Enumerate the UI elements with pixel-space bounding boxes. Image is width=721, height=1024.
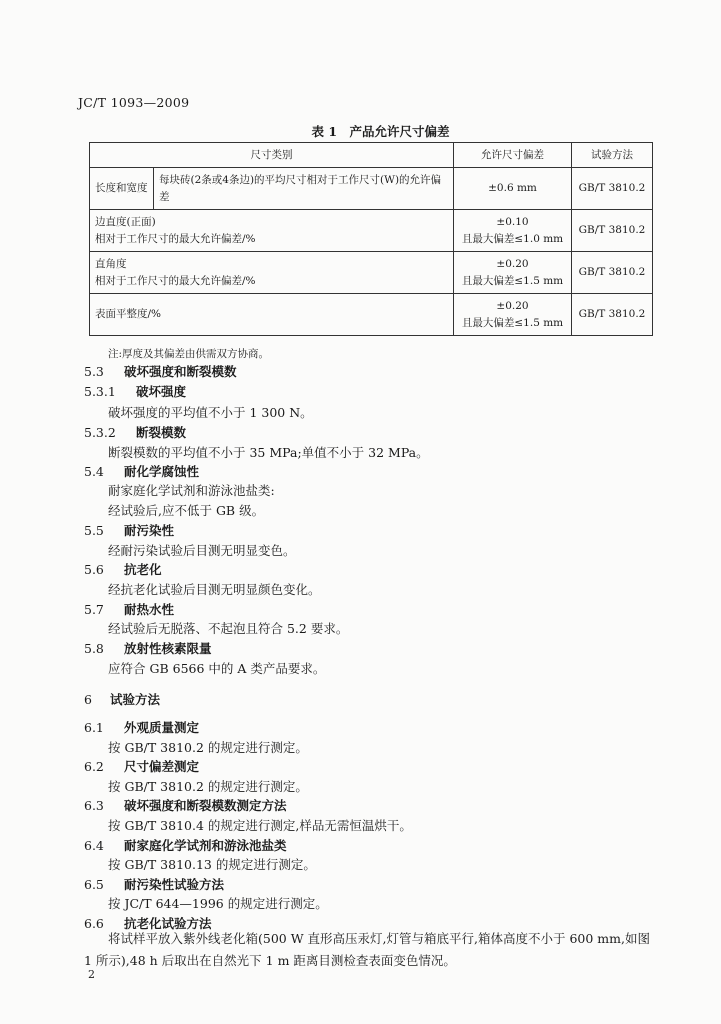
row-tolerance: ±0.6 mm: [454, 168, 572, 210]
section-number: 6.3: [84, 798, 104, 813]
section-5-3-1-text: 破坏强度的平均值不小于 1 300 N。: [108, 405, 313, 420]
section-6-6-text: 将试样平放入紫外线老化箱(500 W 直形高压汞灯,灯管与箱底平行,箱体高度不小于 600 mm,如图 1 所示),48 h 后取出在自然光下 1 m 距离目测检查表面变色情况。: [84, 931, 650, 968]
section-6-3-heading: [84, 796, 287, 814]
table-row: [90, 168, 653, 210]
section-title: 外观质量测定: [124, 720, 200, 735]
table-row: [90, 252, 653, 294]
section-title: 耐化学腐蚀性: [124, 464, 200, 479]
section-5-7-heading: [84, 600, 174, 618]
section-5-7-text: 经试验后无脱落、不起泡且符合 5.2 要求。: [108, 621, 349, 636]
section-5-3-2-text: 断裂模数的平均值不小于 35 MPa;单值不小于 32 MPa。: [108, 445, 429, 460]
row-category: 长度和宽度: [90, 168, 154, 210]
section-6-4-heading: [84, 836, 287, 854]
section-title: 断裂模数: [136, 425, 187, 440]
section-number: 5.3.2: [84, 425, 116, 440]
section-5-5-text: 经耐污染试验后目测无明显变色。: [108, 543, 296, 558]
section-title: 破坏强度: [136, 384, 187, 399]
section-number: 5.6: [84, 562, 104, 577]
section-title: 耐污染性: [124, 523, 175, 538]
section-number: 5.3: [84, 364, 104, 379]
table-row: [90, 294, 653, 336]
section-number: 6.5: [84, 877, 104, 892]
section-5-4-text-2: 经试验后,应不低于 GB 级。: [108, 503, 265, 518]
section-6-3-text: 按 GB/T 3810.4 的规定进行测定,样品无需恒温烘干。: [108, 818, 412, 833]
row-tolerance-limit: 且最大偏差≤1.0 mm: [461, 232, 564, 245]
row-category-cell: [90, 210, 454, 252]
section-title: 试验方法: [110, 692, 161, 707]
section-title: 破坏强度和断裂模数: [124, 364, 237, 379]
row-tolerance-limit: 且最大偏差≤1.5 mm: [461, 274, 564, 287]
section-6-heading: [84, 690, 160, 708]
row-category: 边直度(正面): [95, 215, 156, 228]
section-6-4-text: 按 GB/T 3810.13 的规定进行测定。: [108, 857, 316, 872]
section-title: 抗老化试验方法: [124, 916, 212, 931]
section-5-6-heading: [84, 560, 162, 578]
section-5-3-1-heading: [84, 382, 186, 400]
section-6-2-text: 按 GB/T 3810.2 的规定进行测定。: [108, 779, 308, 794]
section-title: 耐污染性试验方法: [124, 877, 225, 892]
row-tolerance-cell: [454, 252, 572, 294]
section-5-5-heading: [84, 521, 174, 539]
row-description: 每块砖(2条或4条边)的平均尺寸相对于工作尺寸(W)的允许偏差: [154, 168, 454, 210]
row-tolerance: ±0.20: [496, 299, 529, 312]
section-number: 5.4: [84, 464, 104, 479]
row-tolerance-cell: [454, 210, 572, 252]
row-category: 直角度: [95, 257, 127, 270]
header-tolerance: 允许尺寸偏差: [454, 143, 572, 168]
table-row: [90, 210, 653, 252]
section-number: 6.6: [84, 916, 104, 931]
section-5-4-heading: [84, 462, 199, 480]
table-note: 注:厚度及其偏差由供需双方协商。: [108, 348, 270, 360]
table-caption: 表 1 产品允许尺寸偏差: [311, 124, 450, 139]
row-description: 相对于工作尺寸的最大允许偏差/%: [95, 232, 256, 245]
row-method: GB/T 3810.2: [572, 168, 653, 210]
section-title: 抗老化: [124, 562, 162, 577]
row-tolerance-limit: 且最大偏差≤1.5 mm: [461, 316, 564, 329]
row-method: GB/T 3810.2: [572, 252, 653, 294]
section-number: 5.7: [84, 602, 104, 617]
section-6-2-heading: [84, 757, 199, 775]
section-5-3-2-heading: [84, 423, 186, 441]
section-6-5-heading: [84, 875, 224, 893]
section-6-1-heading: [84, 718, 199, 736]
section-title: 破坏强度和断裂模数测定方法: [124, 798, 287, 813]
section-title: 放射性核素限量: [124, 641, 212, 656]
header-method: 试验方法: [572, 143, 653, 168]
section-title: 耐热水性: [124, 602, 175, 617]
row-category-cell: [90, 252, 454, 294]
row-tolerance: ±0.20: [496, 257, 529, 270]
row-tolerance: ±0.10: [496, 215, 529, 228]
section-number: 6.2: [84, 759, 104, 774]
section-5-3-heading: [84, 362, 237, 380]
section-number: 5.3.1: [84, 384, 116, 399]
section-number: 5.5: [84, 523, 104, 538]
section-6-1-text: 按 GB/T 3810.2 的规定进行测定。: [108, 740, 308, 755]
row-tolerance-cell: [454, 294, 572, 336]
section-6-5-text: 按 JC/T 644—1996 的规定进行测定。: [108, 896, 328, 911]
section-title: 尺寸偏差测定: [124, 759, 200, 774]
section-5-8-text: 应符合 GB 6566 中的 A 类产品要求。: [108, 661, 326, 676]
section-number: 6.1: [84, 720, 104, 735]
section-title: 耐家庭化学试剂和游泳池盐类: [124, 838, 287, 853]
row-description: 相对于工作尺寸的最大允许偏差/%: [95, 274, 256, 287]
section-number: 6: [84, 692, 92, 707]
tolerance-table: [89, 142, 653, 336]
row-category: 表面平整度/%: [90, 294, 454, 336]
section-5-6-text: 经抗老化试验后目测无明显颜色变化。: [108, 582, 321, 597]
row-method: GB/T 3810.2: [572, 294, 653, 336]
section-number: 6.4: [84, 838, 104, 853]
section-number: 5.8: [84, 641, 104, 656]
row-method: GB/T 3810.2: [572, 210, 653, 252]
standard-header: JC/T 1093—2009: [78, 95, 190, 110]
page-number: 2: [88, 968, 95, 981]
header-category: 尺寸类别: [90, 143, 454, 168]
section-5-4-text-1: 耐家庭化学试剂和游泳池盐类:: [108, 483, 275, 498]
section-5-8-heading: [84, 639, 212, 657]
table-header-row: [90, 143, 653, 168]
